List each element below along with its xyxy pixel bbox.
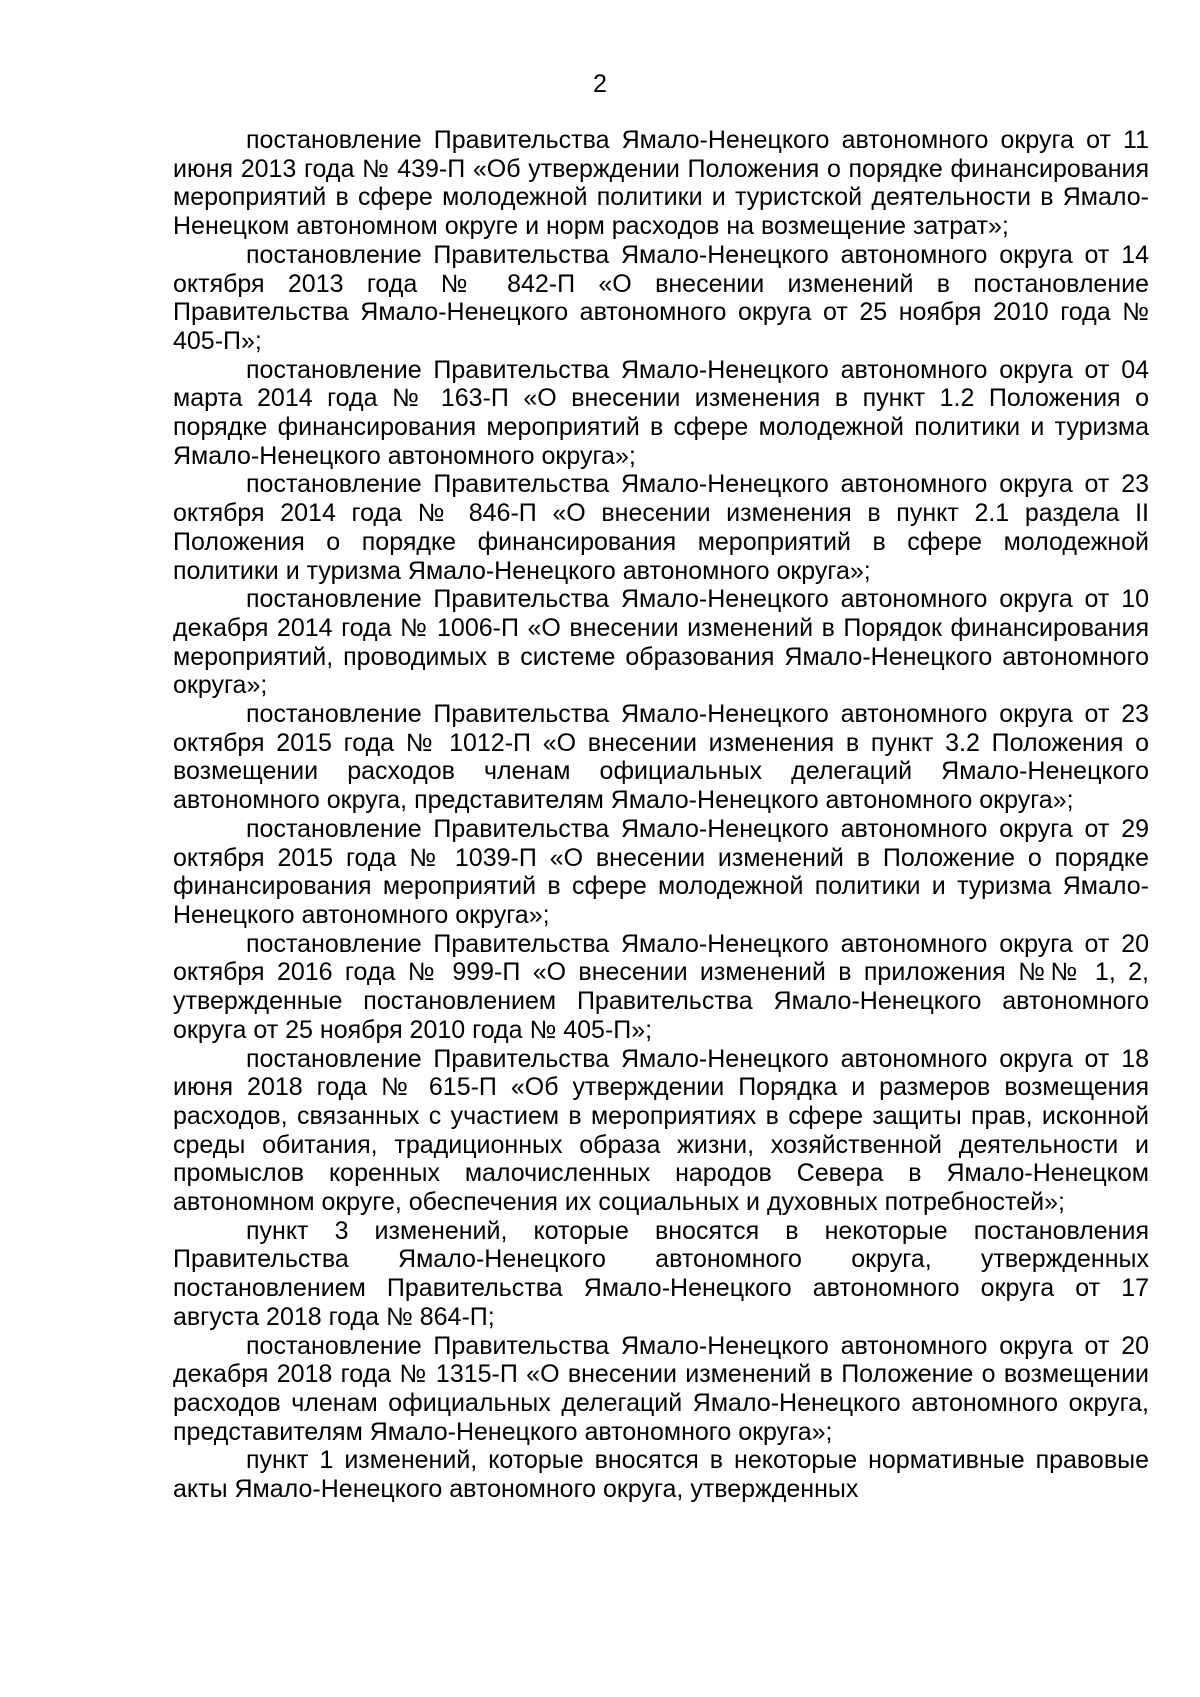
document-body xyxy=(173,126,1149,1504)
paragraph-5: постановление Правительства Ямало-Ненецкого автономного округа от 10 декабря 2014 года № 1006-П «О внесении изменений в Порядок финансирования мероприятий, проводимых в системе образования Ямало-Ненецкого автономного округа»; xyxy=(173,585,1149,700)
paragraph-12: пункт 1 изменений, которые вносятся в некоторые нормативные правовые акты Ямало-Ненецкого автономного округа, утвержденных xyxy=(173,1446,1149,1504)
paragraph-11: постановление Правительства Ямало-Ненецкого автономного округа от 20 декабря 2018 года № 1315-П «О внесении изменений в Положение о возмещении расходов членам официальных делегаций Ямало-Ненецкого автономного округа, представителям Ямало-Ненецкого автономного округа»; xyxy=(173,1331,1149,1446)
paragraph-1: постановление Правительства Ямало-Ненецкого автономного округа от 11 июня 2013 года № 439-П «Об утверждении Положения о порядке финансирования мероприятий в сфере молодежной политики и туристской деятельности в Ямало-Ненецком автономном округе и норм расходов на возмещение затрат»; xyxy=(173,126,1149,241)
paragraph-7: постановление Правительства Ямало-Ненецкого автономного округа от 29 октября 2015 года № 1039-П «О внесении изменений в Положение о порядке финансирования мероприятий в сфере молодежной политики и туризма Ямало-Ненецкого автономного округа»; xyxy=(173,814,1149,929)
paragraph-9: постановление Правительства Ямало-Ненецкого автономного округа от 18 июня 2018 года № 615-П «Об утверждении Порядка и размеров возмещения расходов, связанных с участием в мероприятиях в сфере защиты прав, исконной среды обитания, традиционных образа жизни, хозяйственной деятельности и промыслов коренных малочисленных народов Севера в Ямало-Ненецком автономном округе, обеспечения их социальных и духовных потребностей»; xyxy=(173,1044,1149,1217)
paragraph-4: постановление Правительства Ямало-Ненецкого автономного округа от 23 октября 2014 года № 846-П «О внесении изменения в пункт 2.1 раздела II Положения о порядке финансирования мероприятий в сфере молодежной политики и туризма Ямало-Ненецкого автономного округа»; xyxy=(173,470,1149,585)
page-number: 2 xyxy=(593,70,607,98)
paragraph-8: постановление Правительства Ямало-Ненецкого автономного округа от 20 октября 2016 года № 999-П «О внесении изменений в приложения №№ 1, 2, утвержденные постановлением Правительства Ямало-Ненецкого автономного округа от 25 ноября 2010 года № 405-П»; xyxy=(173,929,1149,1044)
paragraph-3: постановление Правительства Ямало-Ненецкого автономного округа от 04 марта 2014 года № 163-П «О внесении изменения в пункт 1.2 Положения о порядке финансирования мероприятий в сфере молодежной политики и туризма Ямало-Ненецкого автономного округа»; xyxy=(173,355,1149,470)
paragraph-2: постановление Правительства Ямало-Ненецкого автономного округа от 14 октября 2013 года № 842-П «О внесении изменений в постановление Правительства Ямало-Ненецкого автономного округа от 25 ноября 2010 года № 405-П»; xyxy=(173,240,1149,355)
paragraph-10: пункт 3 изменений, которые вносятся в некоторые постановления Правительства Ямало-Ненецкого автономного округа, утвержденных постановлением Правительства Ямало-Ненецкого автономного округа от 17 августа 2018 года № 864-П; xyxy=(173,1216,1149,1331)
paragraph-6: постановление Правительства Ямало-Ненецкого автономного округа от 23 октября 2015 года № 1012-П «О внесении изменения в пункт 3.2 Положения о возмещении расходов членам официальных делегаций Ямало-Ненецкого автономного округа, представителям Ямало-Ненецкого автономного округа»; xyxy=(173,700,1149,815)
